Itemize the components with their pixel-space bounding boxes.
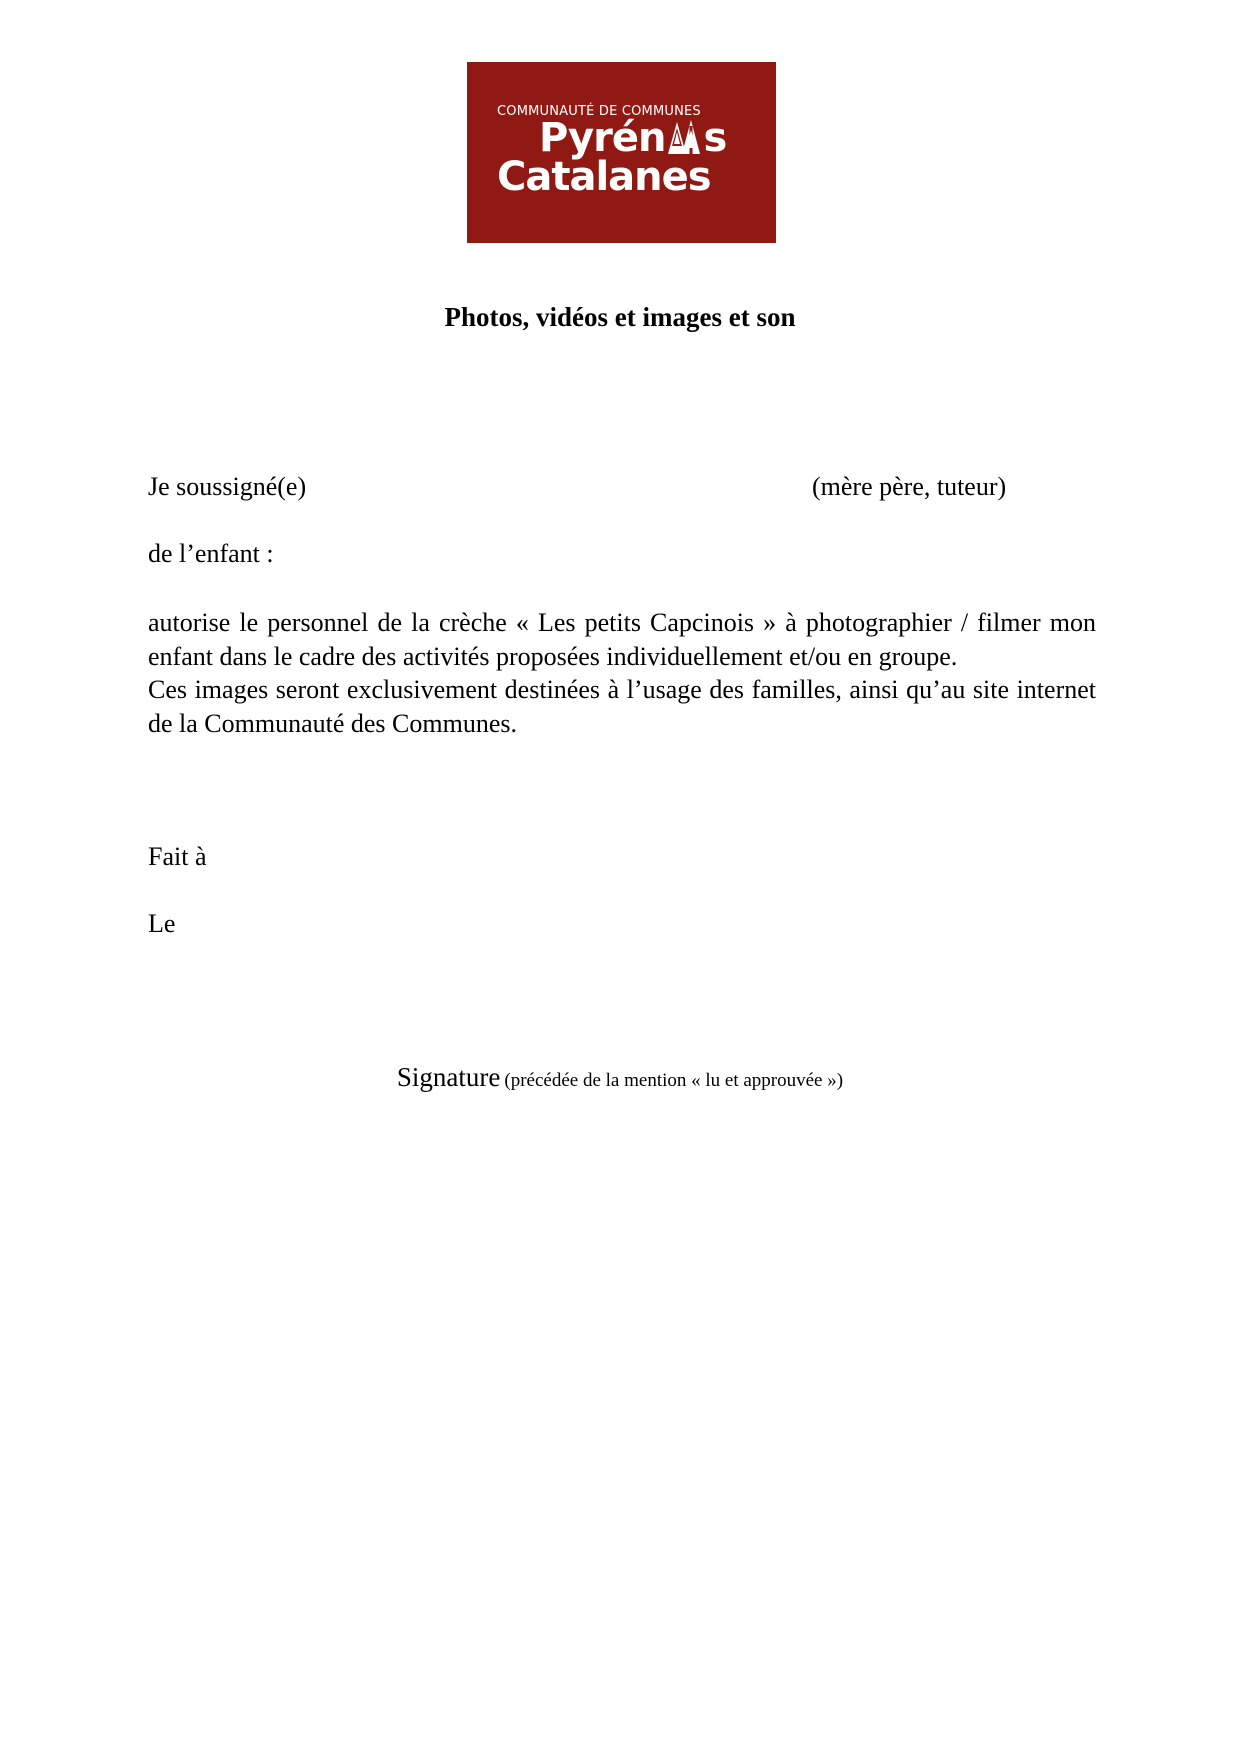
- authorization-text: [148, 606, 1096, 740]
- signature-label: Signature: [396, 1062, 501, 1092]
- signature-block: [0, 1062, 1240, 1093]
- logo-line-1-end: s: [703, 115, 727, 161]
- child-label: de l’enfant :: [148, 539, 274, 568]
- relation-label: (mère père, tuteur): [812, 472, 1007, 501]
- undersigned-label: Je soussigné(e): [148, 472, 307, 501]
- pine-trees-icon: [666, 118, 702, 158]
- logo-line-1-start: Pyrén: [539, 115, 666, 161]
- document-title: Photos, vidéos et images et son: [444, 302, 796, 332]
- signature-note: (précédée de la mention « lu et approuvée »): [504, 1070, 844, 1091]
- date-label: Le: [148, 909, 176, 938]
- place-label: Fait à: [148, 842, 207, 871]
- logo-subtitle: COMMUNAUTÉ DE COMMUNES: [497, 104, 701, 119]
- usage-paragraph: Ces images seront exclusivement destinées à l’usage des familles, ainsi qu’au site internet de la Communauté des Communes.: [148, 675, 1096, 738]
- authorization-paragraph: autorise le personnel de la crèche « Les petits Capcinois » à photographier / filmer mon enfant dans le cadre des activités proposées individuellement et/ou en groupe.: [148, 608, 1096, 671]
- logo-line-2: Catalanes: [497, 154, 711, 200]
- logo-line-1: [539, 115, 727, 161]
- logo: [467, 62, 776, 243]
